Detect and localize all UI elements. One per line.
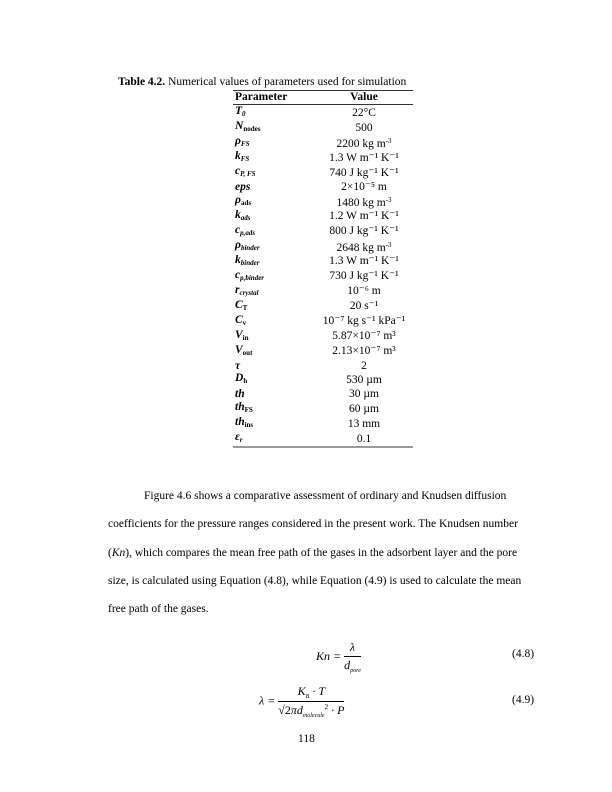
table-caption	[118, 76, 406, 88]
parameter-symbol: $c_{p,ads}$	[235, 223, 256, 237]
paragraph-line-3: (Kn), which compares the mean free path of the gases in the adsorbent layer and the pore	[108, 546, 518, 559]
parameter-symbol: $N_{nodes}$	[235, 120, 261, 133]
table-caption-label: Table 4.2.	[118, 76, 166, 88]
parameters-table	[233, 90, 413, 448]
parameter-symbol: $D_h$	[235, 372, 248, 386]
table-row	[233, 135, 413, 150]
equation-number-4-9: (4.9)	[512, 694, 535, 706]
paragraph-line-4: size, is calculated using Equation (4.8), while Equation (4.9) is used to calculate the mean	[108, 574, 522, 587]
body-paragraph	[108, 482, 542, 623]
parameter-symbol: $c_{p,binder}$	[235, 268, 265, 282]
parameter-symbol: $th_{FS}$	[235, 401, 253, 415]
page-number: 118	[298, 733, 315, 745]
parameter-value: 730 J kg⁻¹ K⁻¹	[329, 270, 399, 283]
parameter-value: 10⁻⁶ m	[347, 285, 381, 298]
equation-4-9: λ = $\frac{K_B \cdot T}{√2\pi d_{molecule}^2 \cdot P}$	[259, 684, 345, 719]
parameter-value: 20 s⁻¹	[349, 300, 379, 313]
table-row	[233, 359, 413, 373]
parameter-symbol: $r_{crystal}$	[235, 283, 259, 297]
table-row	[233, 239, 413, 254]
parameter-symbol: $T_0$	[235, 105, 246, 118]
parameter-value: 800 J kg⁻¹ K⁻¹	[329, 225, 399, 238]
table-row	[233, 284, 413, 299]
table-row	[233, 401, 413, 416]
parameter-value: 10⁻⁷ kg s⁻¹ kPa⁻¹	[322, 315, 406, 328]
table-row	[233, 224, 413, 239]
parameter-symbol: th	[235, 388, 245, 401]
parameter-value: 1480 kg $m^{-3}$	[336, 195, 392, 209]
parameter-symbol: $c_{P, FS}$	[235, 165, 256, 178]
table-row	[233, 299, 413, 314]
paragraph-line-2: coefficients for the pressure ranges considered in the present work. The Knudsen number	[108, 518, 518, 531]
table-row	[233, 120, 413, 135]
parameter-symbol: $C_v$	[235, 313, 247, 327]
parameter-value: 740 J kg⁻¹ K⁻¹	[329, 166, 399, 179]
table-row	[233, 150, 413, 165]
header-value: Value	[315, 91, 413, 105]
table-row	[233, 105, 413, 121]
paragraph-line-5: free path of the gases.	[108, 603, 209, 616]
parameter-symbol: $\rho_{ads}$	[235, 193, 252, 207]
parameter-value: 2200 kg $m^{-3}$	[336, 137, 392, 150]
parameter-value: 2648 kg $m^{-3}$	[336, 240, 392, 254]
equation-4-8: Kn = $\frac{\lambda}{d_{pore}}$	[316, 640, 361, 674]
equation-number-4-8: (4.8)	[512, 648, 535, 660]
parameter-symbol: $k_{ads}$	[235, 208, 251, 222]
parameter-value: 1.3 W m⁻¹ K⁻¹	[329, 255, 399, 268]
parameter-value: 1.2 W m⁻¹ K⁻¹	[329, 210, 399, 223]
parameter-value: 1.3 W m⁻¹ K⁻¹	[329, 151, 399, 164]
parameter-value: 60 µm	[349, 402, 379, 415]
parameter-value: 30 µm	[349, 388, 379, 401]
table-row	[233, 431, 413, 447]
table-row	[233, 180, 413, 194]
table-caption-text: Numerical values of parameters used for simulation	[165, 76, 407, 88]
table-row	[233, 165, 413, 180]
table-row	[233, 254, 413, 269]
table-row	[233, 344, 413, 359]
parameter-value: 22°C	[352, 106, 376, 119]
parameter-symbol: $k_{FS}$	[235, 150, 250, 163]
paragraph-line-1: Figure 4.6 shows a comparative assessment of ordinary and Knudsen diffusion	[144, 490, 507, 502]
parameter-symbol: τ	[235, 359, 241, 372]
table-row	[233, 209, 413, 224]
parameter-symbol: $C_T$	[235, 298, 248, 312]
parameter-value: 500	[355, 121, 373, 134]
parameter-symbol: $th_{ins}$	[235, 416, 254, 430]
table-row	[233, 269, 413, 284]
parameter-symbol: $\varepsilon_r$	[233, 431, 315, 447]
table-row	[233, 372, 413, 387]
parameter-value: 2×10⁻⁵ m	[341, 180, 387, 193]
parameter-value: 2.13×10⁻⁷ m³	[332, 345, 396, 358]
parameter-value: 2	[361, 359, 367, 372]
parameter-symbol: $V_{in}$	[235, 328, 249, 342]
table-row	[233, 387, 413, 401]
table-row	[233, 314, 413, 329]
parameter-symbol: eps	[235, 180, 251, 193]
parameter-symbol: $\rho_{FS}$	[235, 135, 250, 148]
header-parameter: Parameter	[233, 91, 315, 105]
parameter-value: 5.87×10⁻⁷ m³	[332, 330, 396, 343]
parameter-symbol: $k_{binder}$	[235, 253, 260, 267]
parameter-value: 13 mm	[347, 417, 381, 430]
table-row	[233, 194, 413, 209]
parameter-value: 0.1	[315, 431, 413, 447]
table-header-row	[233, 91, 413, 105]
parameter-symbol: $V_{out}$	[235, 343, 253, 357]
table-row	[233, 329, 413, 344]
parameter-value: 530 µm	[346, 373, 382, 386]
table-row	[233, 416, 413, 431]
parameter-symbol: $\rho_{binder}$	[235, 238, 260, 252]
